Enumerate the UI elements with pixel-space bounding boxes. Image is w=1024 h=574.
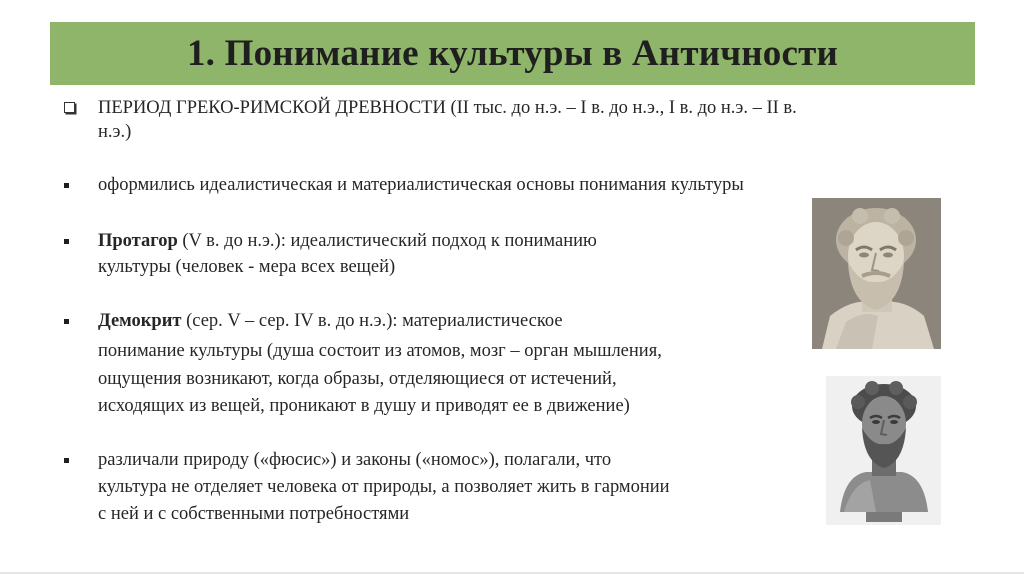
bullet-3-line-1-text: (V в. до н.э.): идеалистический подход к пониманию	[177, 231, 597, 251]
checkbox-bullet-icon	[64, 102, 75, 113]
bullet-5-line-1: различали природу («фюсис») и законы («номос»), полагали, что	[98, 450, 612, 470]
bullet-4-line-1-text: (сер. V – сер. IV в. до н.э.): материалистическое	[181, 311, 563, 331]
bullet-3-line-1	[98, 228, 597, 254]
protagoras-bust-illustration	[812, 198, 941, 349]
democritus-bust-image	[826, 376, 941, 525]
bullet-4-line-2: понимание культуры (душа состоит из атомов, мозг – орган мышления,	[98, 341, 662, 361]
protagoras-bust-image	[812, 198, 941, 349]
democritus-bust-illustration	[826, 376, 941, 525]
bullet-3-line-2: культуры (человек - мера всех вещей)	[98, 257, 396, 277]
bullet-5-line-3: с ней и с собственными потребностями	[98, 504, 410, 524]
bullet-4-line-3: ощущения возникают, когда образы, отделяющиеся от истечений,	[98, 369, 617, 389]
bullet-3-bold-name: Протагор	[98, 231, 178, 251]
bullet-1-line-1: ПЕРИОД ГРЕКО-РИМСКОЙ ДРЕВНОСТИ (II тыс. до н.э. – I в. до н.э., I в. до н.э. – II в.	[98, 98, 797, 118]
square-bullet-icon	[64, 183, 69, 188]
bullet-1-line-2: н.э.)	[98, 122, 132, 142]
bullet-5-line-2: культура не отделяет человека от природы, а позволяет жить в гармонии	[98, 477, 670, 497]
square-bullet-icon	[64, 458, 69, 463]
square-bullet-icon	[64, 319, 69, 324]
bullet-4-line-1	[98, 308, 563, 334]
square-bullet-icon	[64, 239, 69, 244]
bullet-4-line-4: исходящих из вещей, проникают в душу и приводят ее в движение)	[98, 396, 630, 416]
slide-title: 1. Понимание культуры в Античности	[186, 33, 839, 74]
bullet-2-line-1: оформились идеалистическая и материалистическая основы понимания культуры	[98, 175, 744, 195]
bullet-4-bold-name: Демокрит	[98, 311, 182, 331]
